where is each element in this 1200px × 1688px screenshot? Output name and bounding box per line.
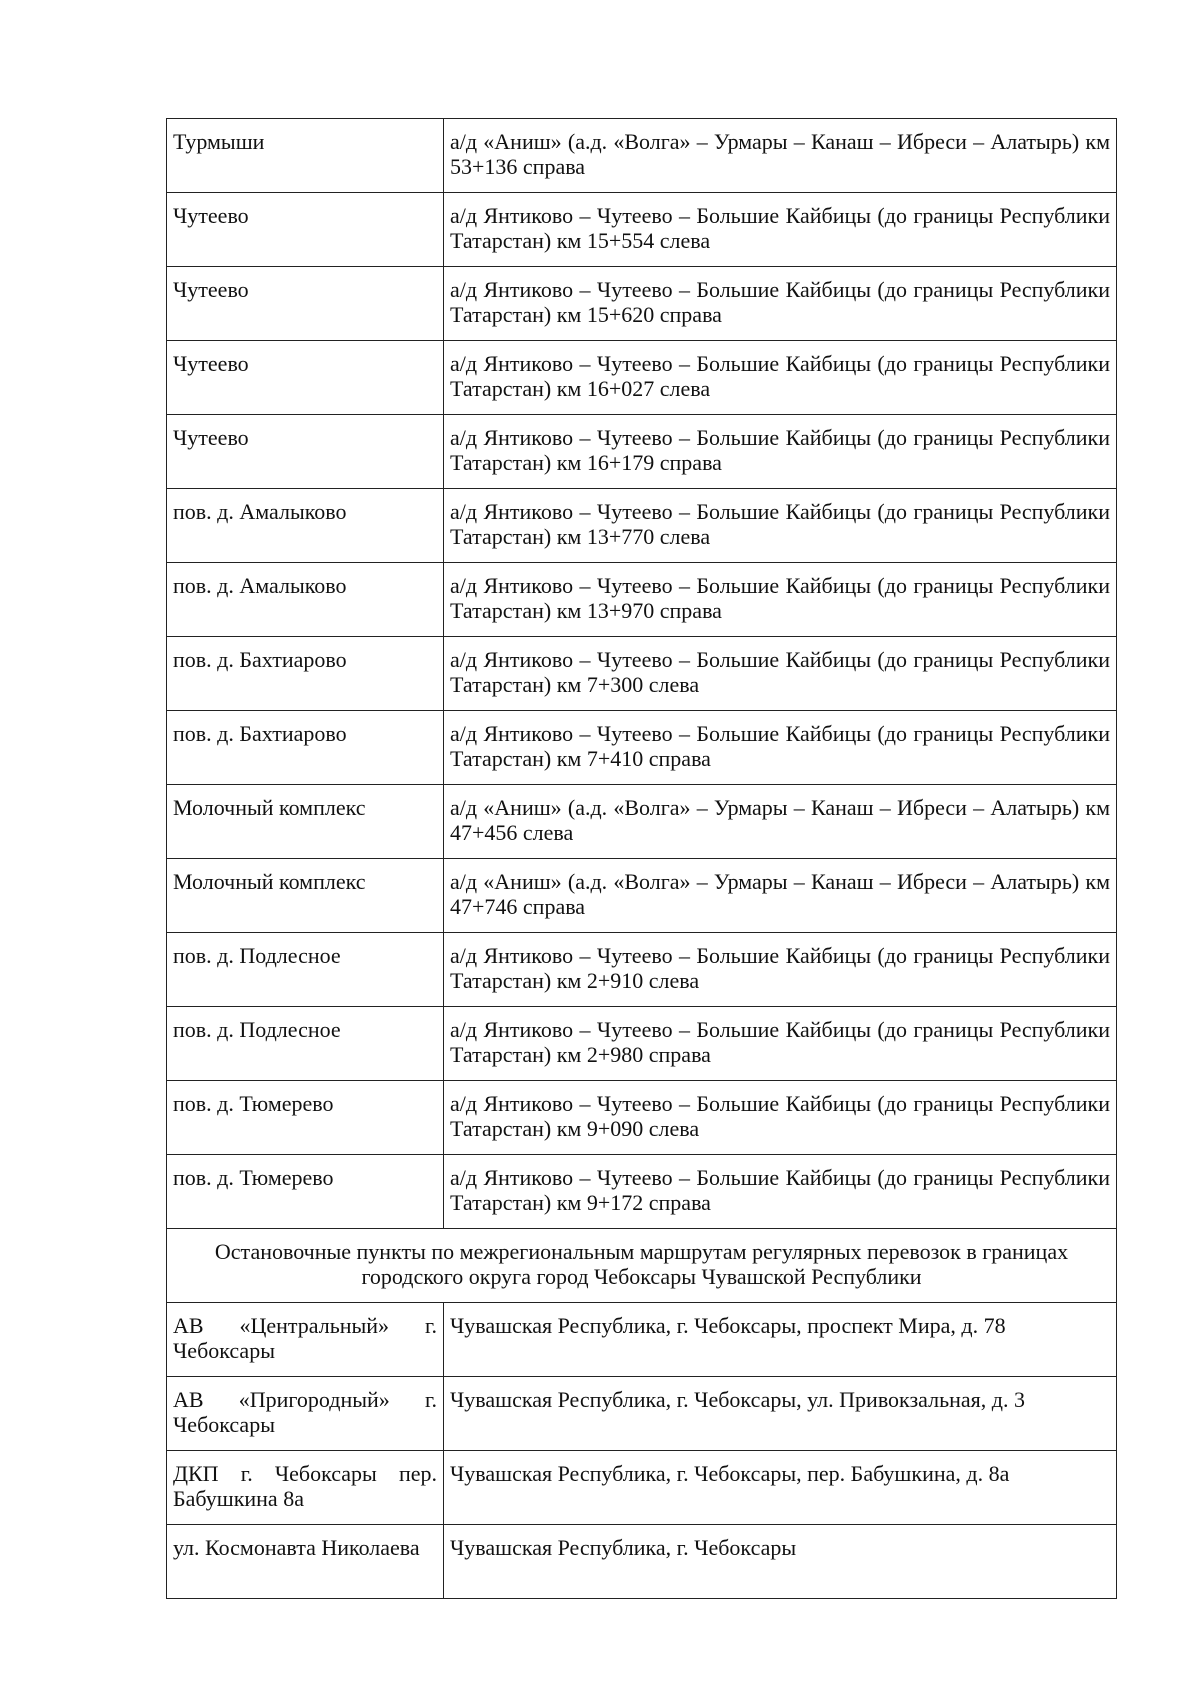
bus-stops-table <box>166 118 1117 1599</box>
route-location-cell: а/д Янтиково – Чутеево – Большие Кайбицы (до границы Республики Татарстан) км 2+910 слева <box>444 933 1117 1007</box>
stop-name-cell: пов. д. Бахтиарово <box>167 711 444 785</box>
table-row <box>167 785 1117 859</box>
route-location-cell: а/д Янтиково – Чутеево – Большие Кайбицы (до границы Республики Татарстан) км 15+554 слева <box>444 193 1117 267</box>
stop-name-cell: пов. д. Амалыково <box>167 563 444 637</box>
table-row <box>167 563 1117 637</box>
route-location-cell: а/д Янтиково – Чутеево – Большие Кайбицы (до границы Республики Татарстан) км 7+300 слева <box>444 637 1117 711</box>
stop-name-cell: Чутеево <box>167 193 444 267</box>
route-location-cell: а/д Янтиково – Чутеево – Большие Кайбицы (до границы Республики Татарстан) км 16+027 слева <box>444 341 1117 415</box>
section-heading: Остановочные пункты по межрегиональным маршрутам регулярных перевозок в границах городского округа город Чебоксары Чувашской Республики <box>167 1229 1117 1303</box>
stop-name-cell: АВ «Пригородный» г. Чебоксары <box>167 1377 444 1451</box>
table-row <box>167 1081 1117 1155</box>
stop-name-cell: пов. д. Подлесное <box>167 933 444 1007</box>
stop-name-cell: ул. Космонавта Николаева <box>167 1525 444 1599</box>
table-row <box>167 415 1117 489</box>
table-row <box>167 1525 1117 1599</box>
route-location-cell: а/д Янтиково – Чутеево – Большие Кайбицы (до границы Республики Татарстан) км 16+179 справа <box>444 415 1117 489</box>
stop-name-cell: Чутеево <box>167 341 444 415</box>
route-location-cell: а/д «Аниш» (а.д. «Волга» – Урмары – Канаш – Ибреси – Алатырь) км 53+136 справа <box>444 119 1117 193</box>
table-row <box>167 1155 1117 1229</box>
section-heading-row <box>167 1229 1117 1303</box>
stop-name-cell: пов. д. Бахтиарово <box>167 637 444 711</box>
table-row <box>167 859 1117 933</box>
stop-name-cell: ДКП г. Чебоксары пер. Бабушкина 8а <box>167 1451 444 1525</box>
route-location-cell: а/д Янтиково – Чутеево – Большие Кайбицы (до границы Республики Татарстан) км 13+770 слева <box>444 489 1117 563</box>
table-row <box>167 119 1117 193</box>
table-row <box>167 711 1117 785</box>
table-row <box>167 637 1117 711</box>
table-row <box>167 267 1117 341</box>
stop-name-cell: Молочный комплекс <box>167 859 444 933</box>
route-location-cell: а/д Янтиково – Чутеево – Большие Кайбицы (до границы Республики Татарстан) км 9+090 слева <box>444 1081 1117 1155</box>
table-row <box>167 1377 1117 1451</box>
route-location-cell: а/д «Аниш» (а.д. «Волга» – Урмары – Канаш – Ибреси – Алатырь) км 47+456 слева <box>444 785 1117 859</box>
table-row <box>167 489 1117 563</box>
table-row <box>167 1303 1117 1377</box>
table-row <box>167 193 1117 267</box>
stop-name-cell: Молочный комплекс <box>167 785 444 859</box>
route-location-cell: а/д Янтиково – Чутеево – Большие Кайбицы (до границы Республики Татарстан) км 9+172 справа <box>444 1155 1117 1229</box>
route-location-cell: а/д Янтиково – Чутеево – Большие Кайбицы (до границы Республики Татарстан) км 15+620 справа <box>444 267 1117 341</box>
stop-name-cell: пов. д. Тюмерево <box>167 1155 444 1229</box>
route-location-cell: а/д «Аниш» (а.д. «Волга» – Урмары – Канаш – Ибреси – Алатырь) км 47+746 справа <box>444 859 1117 933</box>
table-row <box>167 1007 1117 1081</box>
route-location-cell: а/д Янтиково – Чутеево – Большие Кайбицы (до границы Республики Татарстан) км 13+970 справа <box>444 563 1117 637</box>
stop-name-cell: пов. д. Тюмерево <box>167 1081 444 1155</box>
stop-name-cell: Чутеево <box>167 267 444 341</box>
address-cell: Чувашская Республика, г. Чебоксары <box>444 1525 1117 1599</box>
stop-name-cell: пов. д. Подлесное <box>167 1007 444 1081</box>
address-cell: Чувашская Республика, г. Чебоксары, пер. Бабушкина, д. 8а <box>444 1451 1117 1525</box>
stop-name-cell: АВ «Центральный» г. Чебоксары <box>167 1303 444 1377</box>
table-row <box>167 933 1117 1007</box>
stop-name-cell: пов. д. Амалыково <box>167 489 444 563</box>
table-row <box>167 1451 1117 1525</box>
route-location-cell: а/д Янтиково – Чутеево – Большие Кайбицы (до границы Республики Татарстан) км 2+980 справа <box>444 1007 1117 1081</box>
route-location-cell: а/д Янтиково – Чутеево – Большие Кайбицы (до границы Республики Татарстан) км 7+410 справа <box>444 711 1117 785</box>
stop-name-cell: Чутеево <box>167 415 444 489</box>
address-cell: Чувашская Республика, г. Чебоксары, проспект Мира, д. 78 <box>444 1303 1117 1377</box>
address-cell: Чувашская Республика, г. Чебоксары, ул. Привокзальная, д. 3 <box>444 1377 1117 1451</box>
table-row <box>167 341 1117 415</box>
stop-name-cell: Турмыши <box>167 119 444 193</box>
